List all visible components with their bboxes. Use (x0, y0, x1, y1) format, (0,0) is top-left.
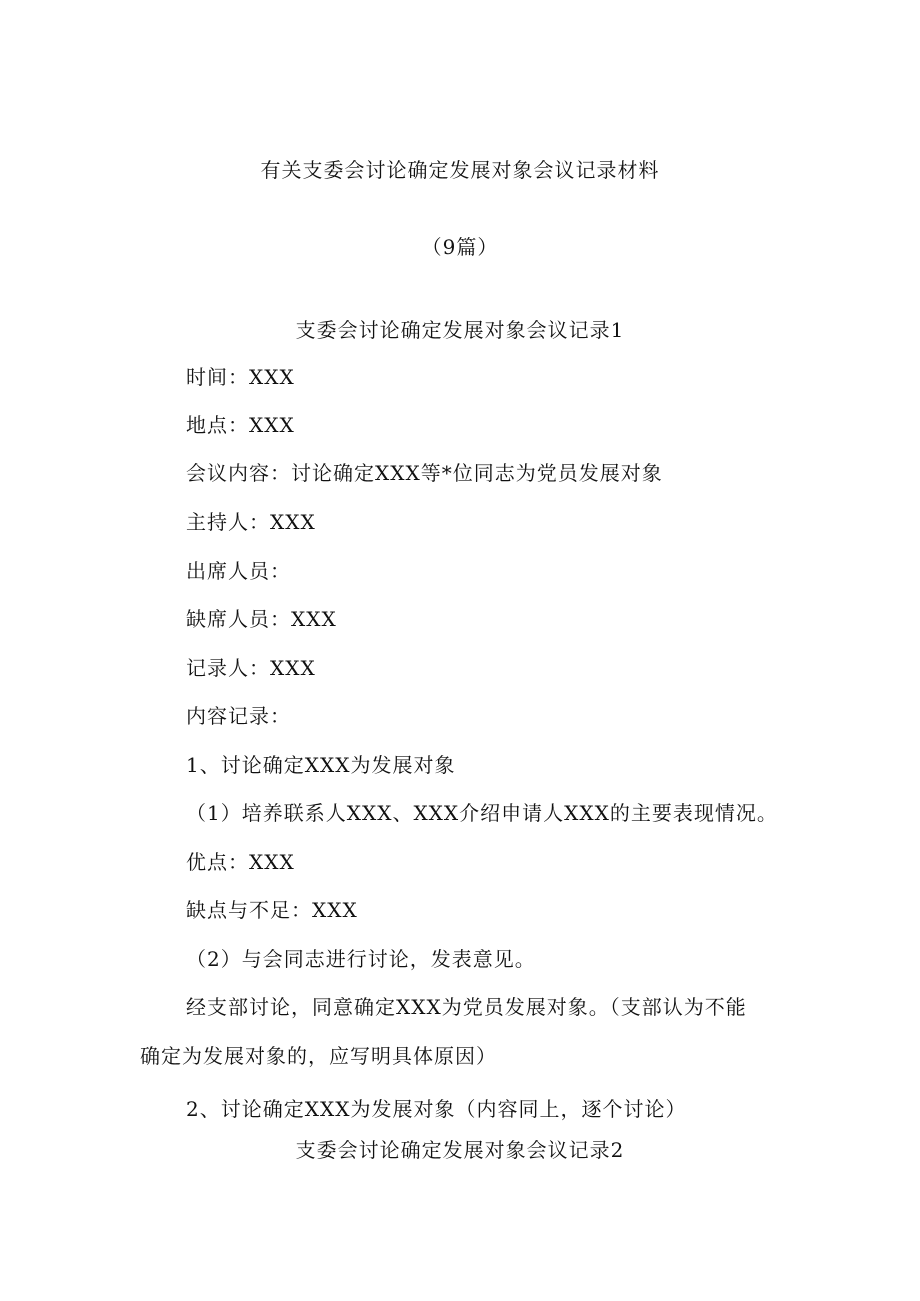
item-1-sub-1: （1）培养联系人XXX、XXX介绍申请人XXX的主要表现情况。 (186, 801, 778, 825)
meeting-host: 主持人：XXX (186, 510, 316, 534)
meeting-absentees: 缺席人员：XXX (186, 607, 337, 631)
section-1-heading: 支委会讨论确定发展对象会议记录1 (295, 318, 625, 342)
section-2-heading: 支委会讨论确定发展对象会议记录2 (295, 1138, 625, 1162)
meeting-attendees: 出席人员： (186, 559, 291, 583)
meeting-content: 会议内容：讨论确定XXX等*位同志为党员发展对象 (186, 461, 663, 485)
item-1-heading: 1、讨论确定XXX为发展对象 (186, 753, 456, 777)
document-subtitle: （9篇） (421, 235, 499, 259)
conclusion-line-2: 确定为发展对象的，应写明具体原因） (140, 1044, 497, 1068)
item-2-heading: 2、讨论确定XXX为发展对象（内容同上，逐个讨论） (186, 1097, 687, 1121)
meeting-recorder: 记录人：XXX (186, 656, 316, 680)
content-record-label: 内容记录： (186, 704, 291, 728)
meeting-location: 地点：XXX (186, 413, 295, 437)
meeting-time: 时间：XXX (186, 365, 295, 389)
weaknesses-line: 缺点与不足：XXX (186, 898, 358, 922)
strengths-line: 优点：XXX (186, 850, 295, 874)
conclusion-line-1: 经支部讨论，同意确定XXX为党员发展对象。（支部认为不能 (186, 995, 747, 1019)
item-1-sub-2: （2）与会同志进行讨论，发表意见。 (186, 947, 536, 971)
document-title: 有关支委会讨论确定发展对象会议记录材料 (260, 158, 660, 182)
